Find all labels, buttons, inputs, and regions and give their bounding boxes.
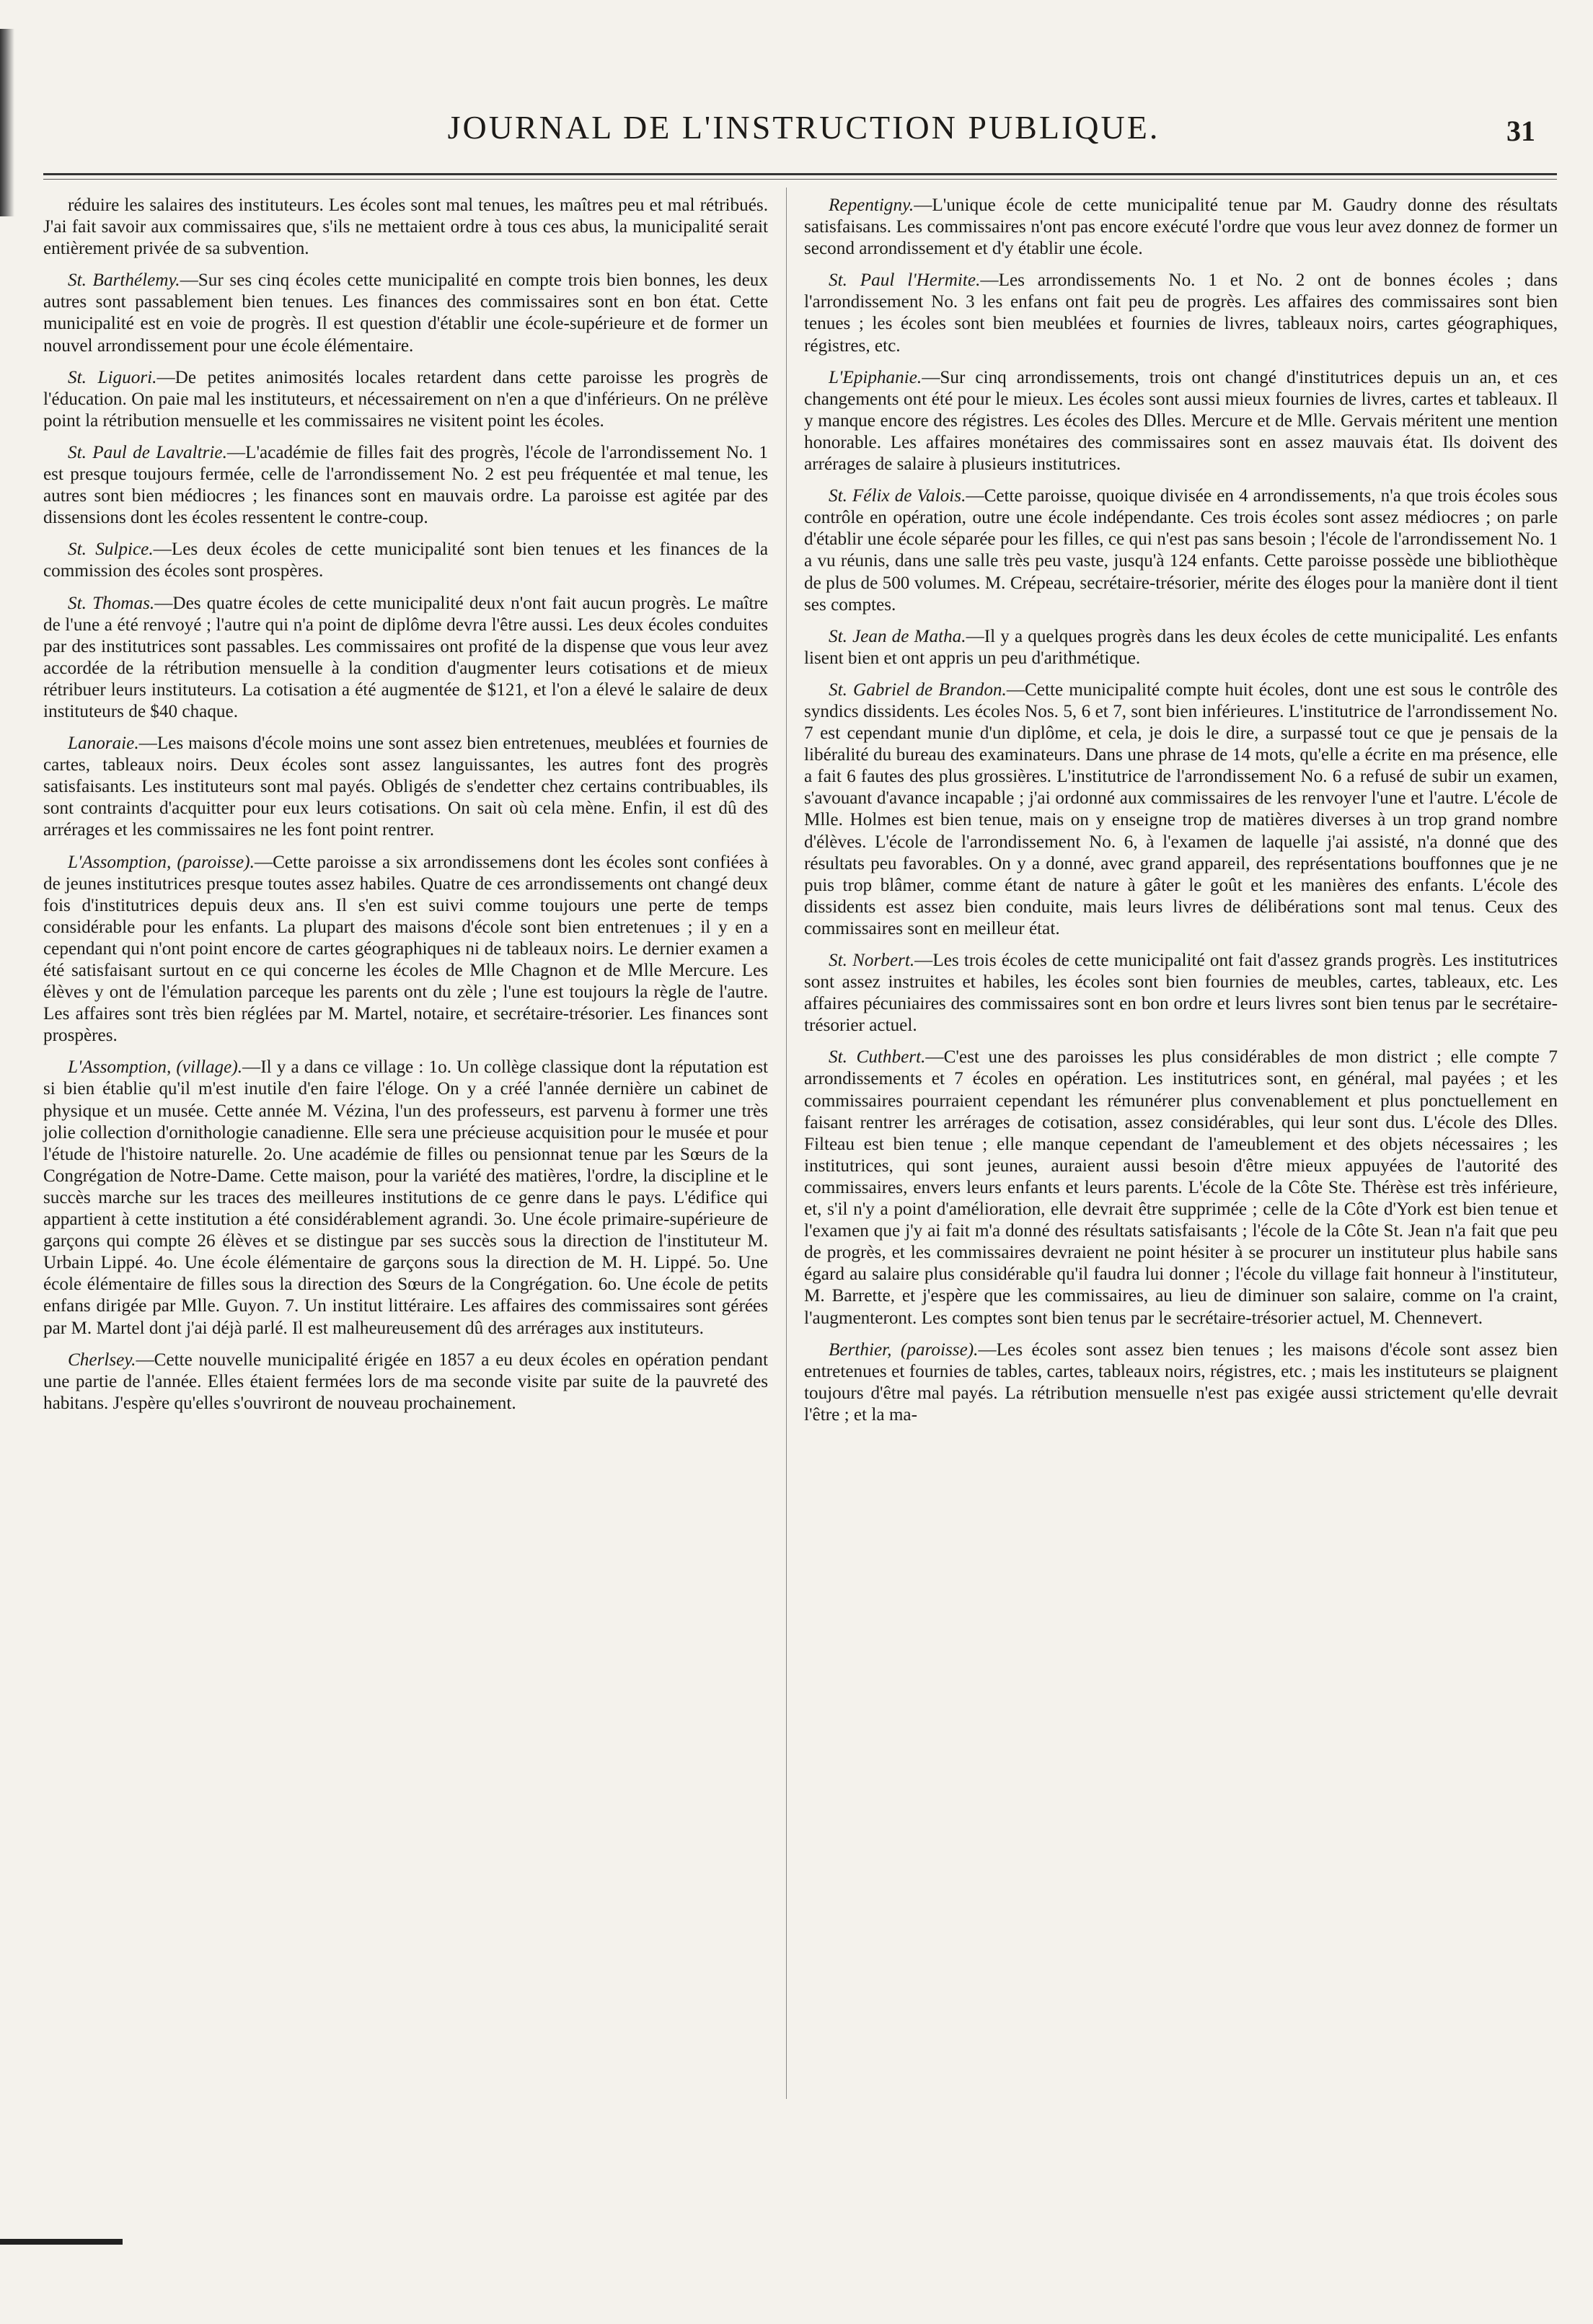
- report-paragraph: [804, 1047, 1558, 1329]
- column-divider: [786, 188, 787, 2099]
- paragraph-text: —Cette nouvelle municipalité érigée en 1857 a eu deux écoles en opération pendant une partie de l'année. Elles étaient fermées lors de ma seconde visite par suite de la pauvreté des habitans. J'espère qu'elles s'ouvriront de nouveau prochainement.: [43, 1350, 768, 1413]
- paragraph-text: —Sur cinq arrondissements, trois ont changé d'institutrices depuis un an, et ces changements ont été pour le mieux. Les écoles sont aussi mieux fournies de livres, cartes et tableaux. Il y manque encore des régistres. Les écoles des Dlles. Mercure et de Mlle. Gervais méritent une mention honorable. Les affaires monétaires des commissaires sont en assez mauvais état. Ils doivent des arrérages de salaire à plusieurs institutrices.: [804, 367, 1558, 475]
- paragraph-text: —Sur ses cinq écoles cette municipalité en compte trois bien bonnes, les deux autres sont passablement bien tenues. Les finances des commissaires sont en bon état. Cette municipalité est en voie de progrès. Il est question d'établir une école-supérieure et de former un nouvel arrondissement pour une école élémentaire.: [43, 270, 768, 356]
- place-name: Cherlsey.: [68, 1350, 136, 1370]
- paragraph-text: —L'académie de filles fait des progrès, l'école de l'arrondissement No. 1 est presque toujours fermée, celle de l'arrondissement No. 2 est peu fréquentée et mal tenue, les autres sont bien médiocres ; les finances sont en mauvais ordre. La paroisse est agitée par des dissensions dont les écoles ressentent le contre-coup.: [43, 442, 768, 528]
- right-column: [804, 195, 1558, 1436]
- report-paragraph: [804, 367, 1558, 475]
- place-name: St. Félix de Valois.: [829, 486, 966, 506]
- place-name: Lanoraie.: [68, 734, 139, 754]
- bottom-mark: [0, 2239, 123, 2245]
- paragraph-text: —Il y a quelques progrès dans les deux écoles de cette municipalité. Les enfants lisent bien et ont appris un peu d'arithmétique.: [804, 626, 1558, 668]
- paragraph-text: —Il y a dans ce village : 1o. Un collège classique dont la réputation est si bien établie qu'il m'est inutile d'en faire l'éloge. On y a créé l'année dernière un cabinet de physique et un musée. Cette année M. Vézina, l'un des professeurs, est parvenu à former une très jolie collection d'ornithologie canadienne. Elle sera une précieuse acquisition pour le musée et pour l'étude de l'histoire naturelle. 2o. Une académie de filles ou pensionnat tenue par les Sœurs de la Congrégation de Notre-Dame. Cette maison, pour la variété des matières, l'ordre, la discipline et le succès marche sur les traces des meilleures institutions de ce genre dans le pays. L'édifice qui appartient à cette institution a été considérablement agrandi. 3o. Une école primaire-supérieure de garçons qui compte 26 élèves et se distingue par ses succès sous la direction de l'instituteur M. Urbain Lippé. 4o. Une école élémentaire de garçons sous la direction de M. H. Lippé. 5o. Une école élémentaire de filles sous la direction des Sœurs de la Congrégation. 6o. Une école de petits enfans dirigée par Mlle. Guyon. 7. Un institut littéraire. Les affaires des commissaires sont gérées par M. Martel dont j'ai déjà parlé. Il est malheureusement dû des arrérages aux instituteurs.: [43, 1057, 768, 1338]
- report-paragraph: [43, 367, 768, 432]
- report-paragraph: [804, 1339, 1558, 1426]
- paragraph-text: —Cette municipalité compte huit écoles, dont une est sous le contrôle des syndics dissidents. Les écoles Nos. 5, 6 et 7, sont bien inférieures. L'institutrice de l'arrondissement No. 7 est cependant munie d'un diplôme, et cela, je dois le dire, a surpassé tout ce que je pensais de la libéralité du bureau des examinateurs. Dans une phrase de 14 mots, qu'elle a écrite en ma présence, elle a fait 6 fautes des plus grossières. L'institutrice de l'arrondissement No. 6 a refusé de subir un examen, s'avouant d'avance incapable ; j'ai ordonné aux commissaires de les renvoyer l'une et l'autre. L'école de Mlle. Holmes est bien tenue, mais on y enseigne trop de matières diverses à un trop grand nombre d'élèves. L'école de l'arrondissement No. 6, à l'examen de laquelle j'ai assisté, n'a donné que des résultats peu favorables. On y a donné, avec grand appareil, des représentations bouffonnes que je ne puis trop blâmer, comme étant de nature à gâter le goût et les manières des enfants. L'école des dissidents est assez bien conduite, mais leurs livres de délibérations sont mal tenus. Ceux des commissaires sont en meilleur état.: [804, 679, 1558, 938]
- place-name: L'Epiphanie.: [829, 367, 922, 387]
- report-paragraph: [804, 270, 1558, 356]
- place-name: St. Cuthbert.: [829, 1047, 926, 1068]
- place-name: St. Thomas.: [68, 593, 155, 613]
- place-name: St. Liguori.: [68, 367, 157, 387]
- place-name: L'Assomption, (paroisse).: [68, 852, 255, 872]
- paragraph-text: —L'unique école de cette municipalité tenue par M. Gaudry donne des résultats satisfaisans. Les commissaires n'ont pas encore exécuté l'ordre que vous leur avez donnez de former un second arrondissement et d'y établir une école.: [804, 195, 1558, 259]
- binding-edge: [0, 29, 14, 216]
- place-name: Repentigny.: [829, 195, 914, 215]
- place-name: St. Barthélemy.: [68, 270, 180, 291]
- header-rule-thin: [43, 179, 1557, 180]
- paragraph-text: —De petites animosités locales retardent dans cette paroisse les progrès de l'éducation. On paie mal les instituteurs, et nécessairement on n'en a que d'inférieurs. On ne prélève point la rétribution mensuelle et les commissaires ne visitent point les écoles.: [43, 367, 768, 431]
- report-paragraph: [43, 1057, 768, 1339]
- place-name: St. Sulpice.: [68, 540, 154, 560]
- report-paragraph: [804, 950, 1558, 1036]
- report-paragraph: [43, 852, 768, 1047]
- left-column: [43, 195, 768, 1425]
- report-paragraph: [43, 733, 768, 841]
- place-name: St. Norbert.: [829, 951, 915, 970]
- report-paragraph: [43, 442, 768, 529]
- report-paragraph: [43, 539, 768, 582]
- header-rule: [43, 173, 1557, 175]
- report-paragraph: [804, 485, 1558, 616]
- paragraph-text: —Les écoles sont assez bien tenues ; les maisons d'école sont assez bien entretenues et fournies de tables, cartes, tableaux noirs, régistres, etc. ; mais les instituteurs se plaignent toujours d'être mal payés. La rétribution mensuelle n'est pas exigée aussi strictement qu'elle devrait l'être ; et la ma-: [804, 1339, 1558, 1425]
- place-name: St. Paul l'Hermite.: [829, 270, 981, 291]
- paragraph-text: —Les deux écoles de cette municipalité sont bien tenues et les finances de la commission des écoles sont prospères.: [43, 540, 769, 581]
- page-header: [58, 108, 1550, 159]
- paragraph-text: —Les trois écoles de cette municipalité ont fait d'assez grands progrès. Les institutrices sont assez instruites et habiles, les écoles sont bien fournies de meubles, cartes, tableaux, etc. Les affaires pécuniaires des commissaires sont en bon ordre et leurs livres sont bien tenus par le secrétaire-trésorier actuel.: [804, 951, 1558, 1036]
- paragraph-text: —Les arrondissements No. 1 et No. 2 ont de bonnes écoles ; dans l'arrondissement No. 3 les enfans ont fait peu de progrès. Les affaires des commissaires sont bien tenues ; les écoles sont bien meublées et fournies de livres, tableaux noirs, cartes géographiques, régistres, etc.: [804, 270, 1558, 356]
- paragraph-text: —Des quatre écoles de cette municipalité deux n'ont fait aucun progrès. Le maître de l'une a été renvoyé ; l'autre qui n'a point de diplôme devra l'être aussi. Les deux écoles conduites par des institutrices sont passables. Les commissaires ont profité de la dispense que vous leur avez accordée de la rétribution mensuelle à la condition d'augmenter leurs cotisations et de mieux rétribuer leurs instituteurs. La cotisation a été augmentée de $121, et l'on a élevé le salaire de deux instituteurs de $40 chaque.: [43, 593, 768, 721]
- journal-title: JOURNAL DE L'INSTRUCTION PUBLIQUE.: [447, 109, 1160, 146]
- place-name: L'Assomption, (village).: [68, 1057, 243, 1078]
- report-paragraph: [43, 1350, 768, 1414]
- paragraph-text: réduire les salaires des instituteurs. Les écoles sont mal tenues, les maîtres peu et mal rétribués. J'ai fait savoir aux commissaires que, s'ils ne mettaient ordre à tous ces abus, la municipalité serait entièrement privée de sa subvention.: [43, 195, 768, 259]
- page-number: 31: [1506, 115, 1535, 147]
- report-paragraph: [804, 679, 1558, 940]
- report-paragraph: [43, 195, 768, 260]
- paragraph-text: —Cette paroisse a six arrondissemens dont les écoles sont confiées à de jeunes institutrices presque toutes assez habiles. Quatre de ces arrondissements ont changé deux fois d'institutrices depuis deux ans. Il s'en est suivi comme toujours une perte de temps considérable pour les enfants. La plupart des maisons d'école sont bien entretenues ; il y en a cependant qui n'ont point encore de cartes géographiques ni de tableaux noirs. Le dernier examen a été satisfaisant surtout en ce qui concerne les écoles de Mlle Chagnon et de Mlle Mercure. Les élèves y ont de l'émulation parceque les parents ont du zèle ; l'une est toujours la règle de l'autre. Les affaires sont très bien réglées par M. Martel, notaire, et secrétaire-trésorier. Les finances sont prospères.: [43, 852, 769, 1046]
- paragraph-text: —Cette paroisse, quoique divisée en 4 arrondissements, n'a que trois écoles sous contrôle en opération, outre une école indépendante. Ces trois écoles sont assez médiocres ; on parle d'établir une école séparée pour les filles, ce qui n'est pas sans besoin ; l'école de l'arrondissement No. 1 a vu réunis, dans une salle très peu vaste, jusqu'à 124 enfants. Cette paroisse possède une bibliothèque de plus de 500 volumes. M. Crépeau, secrétaire-trésorier, mérite des éloges pour la manière dont il tient ses comptes.: [804, 486, 1558, 615]
- report-paragraph: [804, 626, 1558, 669]
- report-paragraph: [43, 270, 768, 356]
- place-name: St. Gabriel de Brandon.: [829, 679, 1007, 700]
- report-paragraph: [43, 593, 768, 723]
- paragraph-text: —Les maisons d'école moins une sont assez bien entretenues, meublées et fournies de cartes, tableaux noirs. Deux écoles sont assez languissantes, les autres font des progrès satisfaisants. Les instituteurs sont mal payés. Obligés de s'endetter chez certains contribuables, ils sont contraints d'acquitter pour eux leurs cotisations. On sait où cela mène. Enfin, il est dû des arrérages et les commissaires ne les font point rentrer.: [43, 734, 768, 840]
- place-name: St. Jean de Matha.: [829, 626, 966, 646]
- place-name: Berthier, (paroisse).: [829, 1339, 979, 1360]
- place-name: St. Paul de Lavaltrie.: [68, 442, 227, 462]
- paragraph-text: —C'est une des paroisses les plus considérables de mon district ; elle compte 7 arrondissements et 7 écoles en opération. Les institutrices sont, en général, mal payées ; et les commissaires pourraient cependant les rémunérer plus convenablement et plus ponctuellement en faisant rentrer les arrérages de cotisation, assez considérables, qui leur sont dus. L'école des Dlles. Filteau est bien tenue ; elle manque cependant de l'ameublement et des objets nécessaires ; les institutrices, qui sont jeunes, auraient aussi besoin d'être mieux appuyées de l'autorité des commissaires, envers leurs enfants et leurs parents. L'école de la Côte Ste. Thérèse est très inférieure, et, s'il n'y a point d'amélioration, elle devrait être supprimée ; celle de la Côte d'York est bien tenue et l'examen que j'y ai fait m'a donné des résultats satisfaisants ; l'école de la Côte St. Jean n'a fait que peu de progrès, et les commissaires devraient ne point hésiter à se procurer un instituteur plus habile sans égard au salaire plus considérable qu'il faudra lui donner ; l'école du village fait honneur à l'instituteur, M. Barrette, et j'espère que les commissaires, au lieu de diminuer son salaire, comme on l'a craint, l'augmenteront. Les comptes sont bien tenus par le secrétaire-trésorier actuel, M. Chennevert.: [804, 1047, 1558, 1328]
- report-paragraph: [804, 195, 1558, 260]
